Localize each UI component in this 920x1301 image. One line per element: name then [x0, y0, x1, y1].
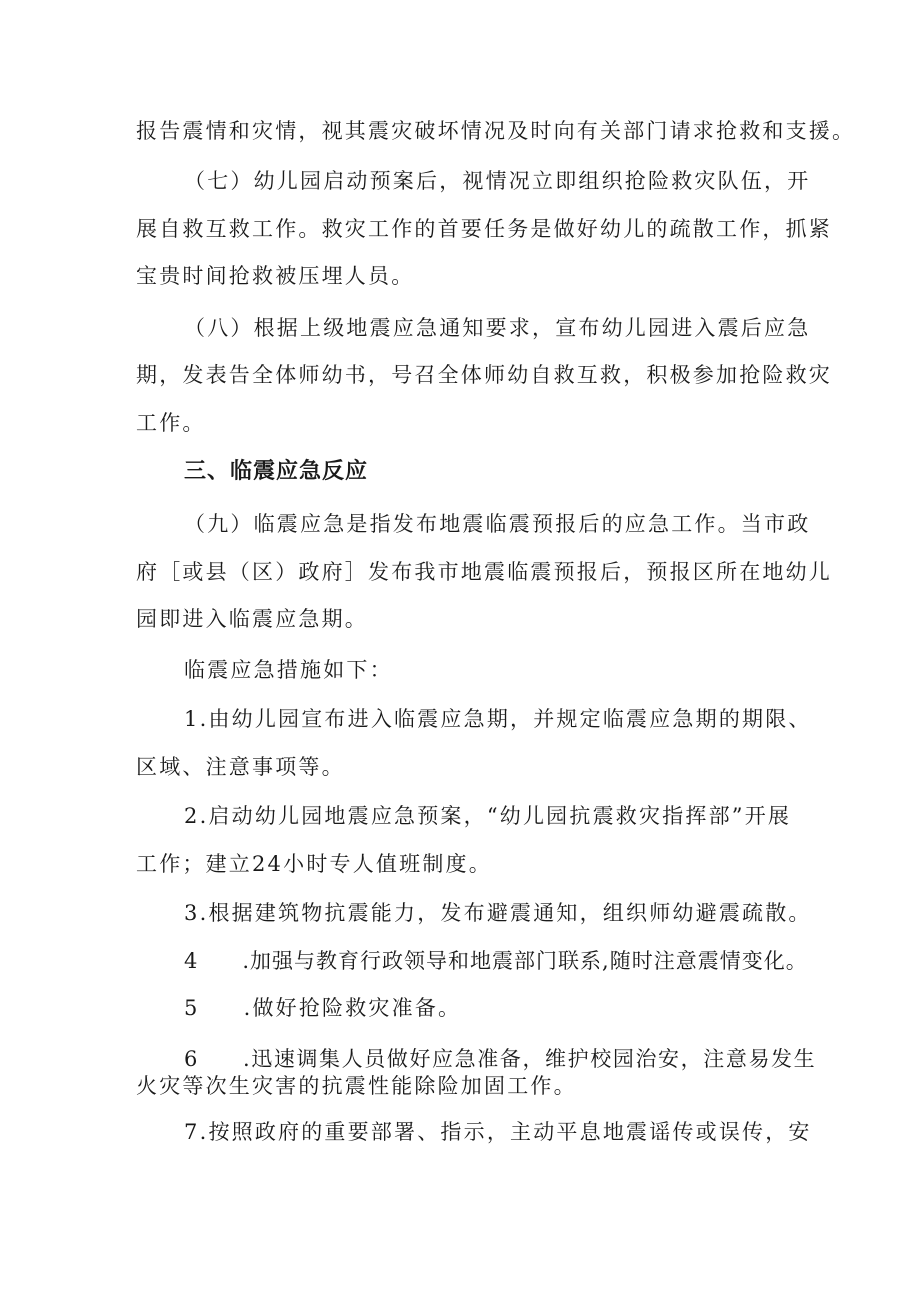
paragraph-line: 火灾等次生灾害的抗震性能除险加固工作。	[136, 1074, 577, 1098]
numbered-item	[184, 899, 812, 927]
paragraph-line: 宝贵时间抢救被压埋人员。	[136, 264, 415, 288]
paragraph-line: 期，发表告全体师幼书，号召全体师幼自救互救，积极参加抢险救灾	[136, 363, 832, 387]
numbered-item	[184, 947, 808, 975]
numbered-item	[184, 1045, 816, 1073]
numbered-item	[184, 705, 812, 733]
item-number: 2	[184, 804, 200, 828]
paragraph-line: 工作。	[136, 411, 206, 435]
paragraph-line: 府［或县（区）政府］发布我市地震临震预报后，预报区所在地幼儿	[136, 560, 832, 584]
item-text: .按照政府的重要部署、指示，主动平息地震谣传或误传，安	[199, 1120, 812, 1144]
item-text: .根据建筑物抗震能力，发布避震通知，组织师幼避震疏散。	[199, 901, 812, 925]
numbered-item	[184, 802, 791, 830]
paragraph-line: （八）根据上级地震应急通知要求，宣布幼儿园进入震后应急	[184, 316, 811, 340]
item-number: 7	[184, 1120, 200, 1144]
paragraph-line: 临震应急措施如下：	[184, 658, 393, 682]
item-number: 6	[184, 1047, 199, 1071]
item-number: 3	[184, 901, 200, 925]
paragraph-line: 展自救互救工作。救灾工作的首要任务是做好幼儿的疏散工作，抓紧	[136, 217, 832, 241]
item-number: 4	[184, 949, 199, 973]
numbered-item	[184, 1118, 812, 1146]
paragraph-line: 园即进入临震应急期。	[136, 607, 368, 631]
item-text: .由幼儿园宣布进入临震应急期，并规定临震应急期的期限、	[199, 707, 812, 731]
item-text: .做好抢险救灾准备。	[243, 996, 462, 1020]
paragraph-line: （九）临震应急是指发布地震临震预报后的应急工作。当市政	[184, 512, 811, 536]
paragraph-line: 报告震情和灾情，视其震灾破坏情况及时向有关部门请求抢救和支援。	[136, 119, 856, 143]
item-number: 5	[184, 996, 200, 1020]
section-heading: 三、临震应急反应	[184, 459, 369, 484]
item-text: .启动幼儿园地震应急预案，“幼儿园抗震救灾指挥部”开展	[199, 804, 792, 828]
paragraph-line: 工作；建立24小时专人值班制度。	[136, 852, 492, 876]
paragraph-line: 区域、注意事项等。	[136, 755, 345, 779]
item-text: .迅速调集人员做好应急准备，维护校园治安，注意易发生	[242, 1047, 817, 1071]
paragraph-line: （七）幼儿园启动预案后，视情况立即组织抢险救灾队伍，开	[184, 169, 811, 193]
numbered-item	[184, 994, 461, 1022]
item-text: .加强与教育行政领导和地震部门联系,随时注意震情变化。	[242, 949, 808, 973]
item-number: 1	[184, 707, 200, 731]
